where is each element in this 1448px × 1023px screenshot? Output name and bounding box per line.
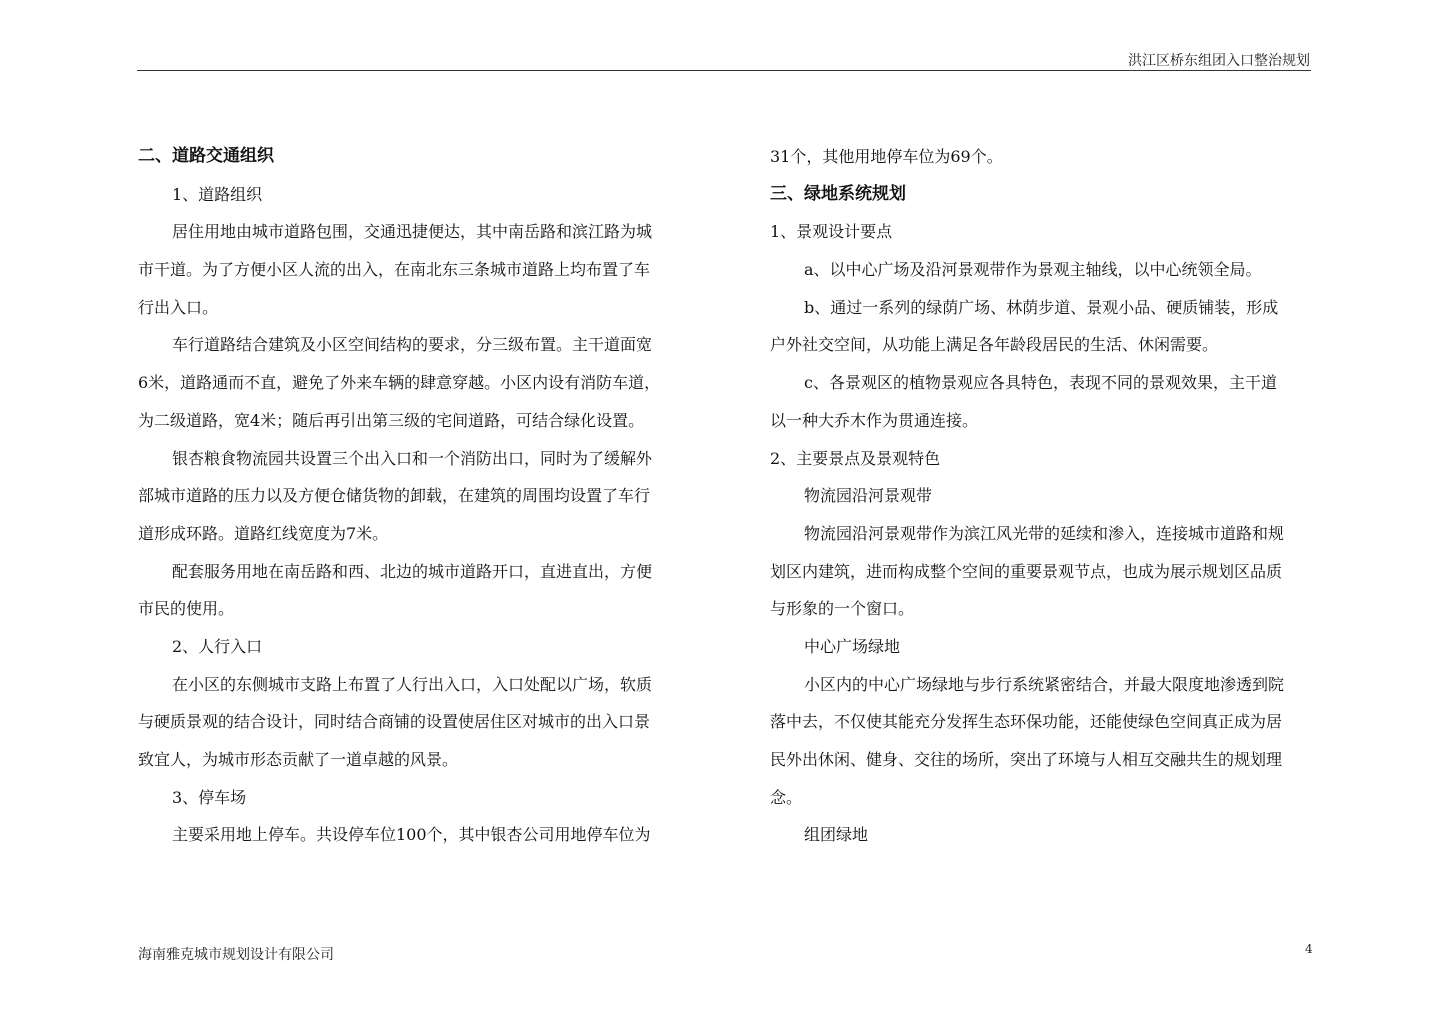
text-line: 居住用地由城市道路包围，交通迅捷便达，其中南岳路和滨江路为城 [172,222,653,242]
text-line: 市民的使用。 [138,599,235,619]
text-line: 31个，其他用地停车位为69个。 [770,147,1003,166]
page-number: 4 [1305,942,1313,956]
text-line: 1、景观设计要点 [770,222,893,242]
left-text-column [138,138,680,854]
text-line: 以一种大乔木作为贯通连接。 [770,410,979,430]
text-line: 部城市道路的压力以及方便仓储货物的卸载，在建筑的周围均设置了车行 [138,486,651,506]
text-line: 在小区的东侧城市支路上布置了人行出入口，入口处配以广场，软质 [172,674,653,694]
text-line: 物流园沿河景观带 [804,486,933,506]
text-line: 户外社交空间，从功能上满足各年龄段居民的生活、休闲需要。 [770,335,1219,355]
text-line: 1、道路组织 [172,184,263,204]
text-line: 银杏粮食物流园共设置三个出入口和一个消防出口，同时为了缓解外 [172,448,653,468]
header-divider [137,70,1311,71]
section-heading: 三、绿地系统规划 [770,183,906,204]
header-title: 洪江区桥东组团入口整治规划 [1128,53,1310,69]
text-line: 小区内的中心广场绿地与步行系统紧密结合，并最大限度地渗透到院 [804,674,1285,694]
text-line: 主要采用地上停车。共设停车位100个，其中银杏公司用地停车位为 [172,825,651,845]
text-line: 3、停车场 [172,787,247,807]
footer-company-name: 海南雅克城市规划设计有限公司 [138,947,334,963]
text-line: 物流园沿河景观带作为滨江风光带的延续和渗入，连接城市道路和规 [804,523,1285,543]
text-line: 落中去，不仅使其能充分发挥生态环保功能，还能使绿色空间真正成为居 [770,712,1283,732]
text-line: 民外出休闲、健身、交往的场所，突出了环境与人相互交融共生的规划理 [770,750,1283,769]
text-line: 6米，道路通而不直，避免了外来车辆的肆意穿越。小区内设有消防车道， [138,373,661,393]
text-line: 组团绿地 [804,825,869,845]
text-line: c、各景观区的植物景观应各具特色，表现不同的景观效果，主干道 [804,373,1277,393]
text-line: 配套服务用地在南岳路和西、北边的城市道路开口，直进直出，方便 [172,561,653,581]
text-line: 念。 [770,787,803,807]
text-line: 道形成环路。道路红线宽度为7米。 [138,523,389,543]
text-line: 市干道。为了方便小区人流的出入，在南北东三条城市道路上均布置了车 [138,260,651,280]
text-line: b、通过一系列的绿荫广场、林荫步道、景观小品、硬质铺装，形成 [804,297,1279,317]
text-line: 为二级道路，宽4米；随后再引出第三级的宅间道路，可结合绿化设置。 [138,410,645,430]
right-text-column [770,138,1312,854]
section-heading: 二、道路交通组织 [138,146,274,166]
text-line: 2、主要景点及景观特色 [770,448,941,468]
text-line: a、以中心广场及沿河景观带作为景观主轴线，以中心统领全局。 [804,260,1262,280]
text-line: 划区内建筑，进而构成整个空间的重要景观节点，也成为展示规划区品质 [770,561,1283,581]
text-line: 与硬质景观的结合设计，同时结合商铺的设置使居住区对城市的出入口景 [138,712,651,732]
text-line: 2、人行入口 [172,636,263,656]
text-line: 行出入口。 [138,297,219,317]
text-line: 中心广场绿地 [804,636,901,656]
text-line: 致宜人，为城市形态贡献了一道卓越的风景。 [138,750,459,769]
text-line: 与形象的一个窗口。 [770,599,915,619]
text-line: 车行道路结合建筑及小区空间结构的要求，分三级布置。主干道面宽 [172,335,653,355]
